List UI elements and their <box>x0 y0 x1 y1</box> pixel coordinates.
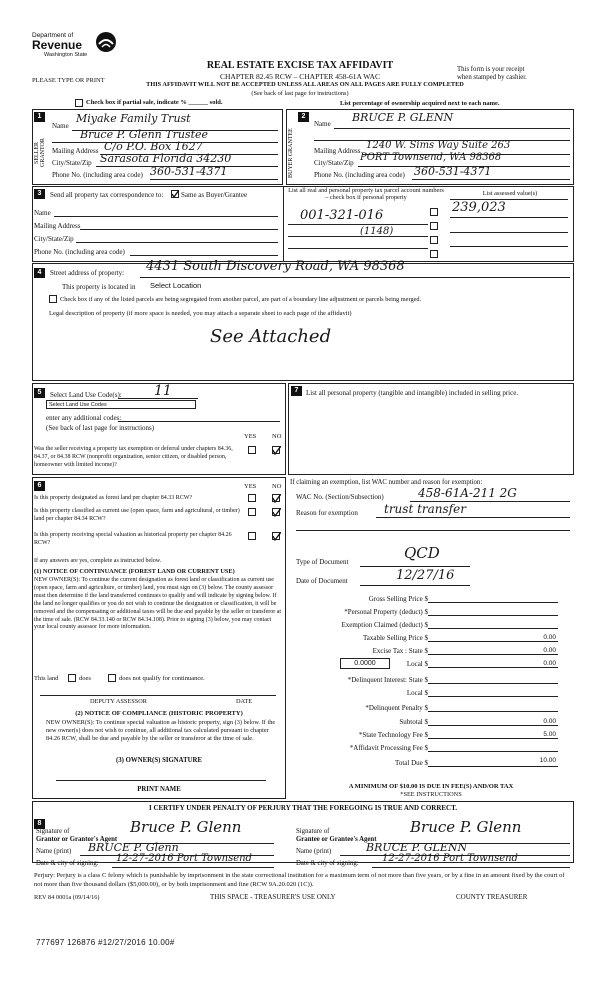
does-not-label: does not qualify for continuance. <box>119 675 205 682</box>
historical-yes-checkbox[interactable] <box>248 532 256 540</box>
s5-no-checkbox[interactable] <box>272 446 280 454</box>
buyer-mailing-label: Mailing Address <box>314 147 361 155</box>
grantor-date-value[interactable]: 12-27-2016 Port Townsend <box>116 853 252 864</box>
amount-row-value[interactable]: 10.00 <box>539 757 556 764</box>
personal-property-checkbox-2[interactable] <box>430 222 438 230</box>
see-instructions-note: *SEE INSTRUCTIONS <box>400 791 462 798</box>
reason-value[interactable]: trust transfer <box>384 502 466 516</box>
seller-mailing-value[interactable]: C/o P.O. Box 1627 <box>104 140 203 153</box>
grantor-date-label: Date & city of signing: <box>36 860 99 867</box>
logo-line1: Department of <box>32 32 74 39</box>
notice-2-title: (2) NOTICE OF COMPLIANCE (HISTORIC PROPERTY) <box>75 710 243 717</box>
grantor-sig-label-2: Grantor or Grantor's Agent <box>36 836 118 843</box>
grantee-signature[interactable]: Bruce P. Glenn <box>410 818 522 836</box>
grantor-name-value[interactable]: BRUCE P. Glenn <box>88 841 179 854</box>
corr-name-label: Name <box>34 209 51 217</box>
notice-1-body: NEW OWNER(S): To continue the current designation as forest land or classification as current use (open space, farm and agriculture, or timber) land, you must sign on (3) below. The county assessor must then determine if the land transferred continues to qualify and will indicate by signing below. If the land no longer qualifies or you do not wish to continue the designation or classification, it will be removed and the compensating or additional taxes will be due and payable by the seller or transferor at the time of sale. (RCW 84.33.140 or RCW 84.34.108). Prior to signing (3) below, you may contact your local county assessor for more information. <box>34 577 282 631</box>
seller-name-label: Name <box>52 122 69 130</box>
segregated-label: Check box if any of the listed parcels are being segregated from another parcel, are part of a boundary line adjustment or parcels being merged. <box>60 296 422 303</box>
forest-question: Is this property designated as forest land per chapter 84.33 RCW? <box>34 495 193 501</box>
buyer-name-value[interactable]: BRUCE P. GLENN <box>352 111 454 124</box>
seller-side-label: SELLER GRANTOR <box>34 138 46 168</box>
segregated-checkbox[interactable] <box>49 295 57 303</box>
land-use-select[interactable] <box>46 400 196 409</box>
logo-line3: Washington State <box>44 52 88 58</box>
doc-date-value[interactable]: 12/27/16 <box>396 568 455 583</box>
land-use-see-back: (See back of last page for instructions) <box>46 424 155 432</box>
does-not-checkbox[interactable] <box>108 674 116 682</box>
grantee-name-value[interactable]: BRUCE P. GLENN <box>366 841 468 854</box>
section-4-number: 4 <box>34 268 45 278</box>
corr-city-label: City/State/Zip <box>34 235 74 243</box>
deputy-assessor-label: DEPUTY ASSESSOR <box>90 698 147 705</box>
seller-mailing-label: Mailing Address <box>52 147 99 155</box>
amount-row-label: *Personal Property (deduct) $ <box>344 608 428 616</box>
s6-no-header: NO <box>272 483 282 490</box>
reason-label: Reason for exemption <box>296 509 358 517</box>
forest-no-checkbox[interactable] <box>272 494 280 502</box>
notice-2-body: NEW OWNER(S): To continue special valuation as historic property, sign (3) below. If the new owner(s) does not wish to continue, all additional tax calculated pursuant to chapter 84.26 RCW, shall be due and payable by the seller or transferor at the time of sale. <box>46 719 276 742</box>
amount-row-label: *Delinquent Penalty $ <box>365 704 428 712</box>
corr-phone-label: Phone No. (including area code) <box>34 248 125 256</box>
amount-row-label: Local $ <box>406 689 428 697</box>
amount-row-value[interactable]: 5.00 <box>543 731 556 738</box>
land-use-select-text: Select Land Use Codes <box>49 402 107 408</box>
doc-type-label: Type of Document <box>296 558 349 566</box>
seller-phone-value[interactable]: 360-531-4371 <box>150 165 228 178</box>
section-2-number: 2 <box>298 112 309 122</box>
street-label: Street address of property: <box>50 269 125 277</box>
buyer-name-label: Name <box>314 120 331 128</box>
wac-label: WAC No. (Section/Subsection) <box>296 493 384 501</box>
notice-1-title: (1) NOTICE OF CONTINUANCE (FOREST LAND OR CURRENT USE) <box>34 568 235 575</box>
amount-row-label: Total Due $ <box>395 759 428 767</box>
perjury-notice: Perjury: Perjury is a class C felony which is punishable by imprisonment in the state correctional institution for a maximum term of not more than five years, or by a fine in an amount fixed by the court of not more than five thousand dollars ($5,000.00), or by both imprisonment and fine (RCW 9A.20.020 (1C)). <box>34 872 565 888</box>
located-label: This property is located in <box>62 283 136 291</box>
check-icon <box>272 446 281 455</box>
seller-city-value[interactable]: Sarasota Florida 34230 <box>100 152 232 165</box>
amount-row-value[interactable]: 0.00 <box>543 647 556 654</box>
parcel-value-2[interactable]: (1148) <box>360 226 394 237</box>
section-6-box <box>32 477 286 799</box>
buyer-side-label: BUYER GRANTEE <box>288 128 294 178</box>
assessed-header: List assessed value(s) <box>482 190 538 197</box>
s5-yes-header: YES <box>244 433 257 440</box>
section-5-number: 5 <box>34 388 45 398</box>
amount-row-label: *State Technology Fee $ <box>358 731 428 739</box>
logo-mark-icon <box>94 30 118 54</box>
historical-question: Is this property receiving special valuation as historical property per chapter 84.26 RCW? <box>34 532 232 546</box>
amount-row-value[interactable]: 0.00 <box>543 718 556 725</box>
legal-description-label: Legal description of property (if more space is needed, you may attach a separate sheet to each page of the affidavit) <box>49 310 352 317</box>
partial-sale-checkbox[interactable] <box>75 99 83 107</box>
additional-codes-label: enter any additional codes: <box>46 414 122 422</box>
assessed-value[interactable]: 239,023 <box>452 200 506 215</box>
amount-row-value[interactable]: 0.00 <box>543 634 556 641</box>
current-use-question: Is this property classified as current use (open space, farm and agricultural, or timber) land per chapter 84.34 RCW? <box>34 508 240 522</box>
does-label: does <box>79 675 91 682</box>
doc-date-label: Date of Document <box>296 577 348 585</box>
amount-row-value[interactable]: 0.00 <box>543 660 556 667</box>
section-6-number: 6 <box>34 481 45 491</box>
historical-no-checkbox[interactable] <box>272 532 280 540</box>
form-warning: THIS AFFIDAVIT WILL NOT BE ACCEPTED UNLESS ALL AREAS ON ALL PAGES ARE FULLY COMPLETED <box>146 81 464 88</box>
county-treasurer-label: COUNTY TREASURER <box>456 893 528 901</box>
amount-row-label: Local $ <box>406 660 428 668</box>
receipt-note-2: when stamped by cashier. <box>457 74 527 81</box>
grantor-signature[interactable]: Bruce P. Glenn <box>130 818 242 836</box>
form-title: REAL ESTATE EXCISE TAX AFFIDAVIT <box>206 60 394 71</box>
seller-city-label: City/State/Zip <box>52 159 92 167</box>
section-8-number: 8 <box>34 819 45 829</box>
treasurer-use-label: THIS SPACE - TREASURER'S USE ONLY <box>210 893 336 901</box>
buyer-city-label: City/State/Zip <box>314 159 354 167</box>
current-use-yes-checkbox[interactable] <box>248 508 256 516</box>
certify-statement: I CERTIFY UNDER PENALTY OF PERJURY THAT THE FOREGOING IS TRUE AND CORRECT. <box>148 804 457 812</box>
street-value[interactable]: 4431 South Discovery Road, WA 98368 <box>146 259 405 274</box>
receipt-stamp: 777697 126876 #12/27/2016 10.00# <box>36 938 175 947</box>
check-icon <box>272 494 281 503</box>
seller-phone-label: Phone No. (including area code) <box>52 171 143 179</box>
check-icon <box>272 508 281 517</box>
section-3-number: 3 <box>34 189 45 199</box>
exemption-label: If claiming an exemption, list WAC number and reason for exemption: <box>290 479 483 486</box>
check-icon <box>272 532 281 541</box>
deputy-date-label: DATE <box>236 698 253 705</box>
section-7-number: 7 <box>291 386 302 396</box>
if-yes-instruction: If any answers are yes, complete as instructed below. <box>34 558 162 564</box>
forest-yes-checkbox[interactable] <box>248 494 256 502</box>
same-as-buyer-label: Same as Buyer/Grantee <box>181 191 248 199</box>
parcel-header: List all real and personal property tax parcel account numbers – check box if personal property <box>288 187 444 201</box>
buyer-phone-value[interactable]: 360-531-4371 <box>414 165 492 178</box>
s6-yes-header: YES <box>244 483 257 490</box>
grantee-name-label: Name (print) <box>296 848 332 855</box>
amount-row-label: *Affidavit Processing Fee $ <box>349 744 428 752</box>
buyer-city-value[interactable]: PORT Townsend, WA 98368 <box>360 152 502 163</box>
buyer-phone-label: Phone No. (including area code) <box>314 171 405 179</box>
grantee-date-label: Date & city of signing: <box>296 860 359 867</box>
exemption-question: Was the seller receiving a property tax exemption or deferral under chapters 84.36, 84.37, or 84.38 RCW (nonprofit organization, senior citizen, or disabled person, homeowner with limited income)? <box>34 446 233 468</box>
amount-row-label: Exemption Claimed (deduct) $ <box>341 621 428 629</box>
land-use-label: Select Land Use Code(s): <box>50 391 122 399</box>
grantee-date-value[interactable]: 12-27-2016 Port Townsend <box>382 853 518 864</box>
partial-sale-label: Check box if partial sale, indicate % ______ sold. <box>86 99 223 106</box>
logo-line2: Revenue <box>32 38 83 52</box>
personal-property-checkbox-3[interactable] <box>430 236 438 244</box>
personal-property-label: List all personal property (tangible and intangible) included in selling price. <box>306 389 519 397</box>
corr-mailing-label: Mailing Address <box>34 222 81 230</box>
print-name-label: PRINT NAME <box>137 786 181 793</box>
seller-name-value-2[interactable]: Bruce P. Glenn Trustee <box>80 128 209 141</box>
legal-description-value[interactable]: See Attached <box>210 326 332 347</box>
does-checkbox[interactable] <box>68 674 76 682</box>
grantor-name-label: Name (print) <box>36 848 72 855</box>
grantee-sig-label-1: Signature of <box>296 828 330 835</box>
amount-row-label: Excise Tax : State $ <box>372 647 428 655</box>
seller-name-value[interactable]: Miyake Family Trust <box>76 112 191 125</box>
form-revision: REV 84 0001a (09/14/16) <box>34 894 100 901</box>
amount-row-label: Taxable Selling Price $ <box>362 634 428 642</box>
parcel-value[interactable]: 001-321-016 <box>300 208 384 223</box>
s5-no-header: NO <box>272 433 282 440</box>
send-correspondence-label: Send all property tax correspondence to: <box>50 191 164 199</box>
grantee-sig-label-2: Grantee or Grantee's Agent <box>296 836 377 843</box>
buyer-mailing-value[interactable]: 1240 W. Sims Way Suite 263 <box>366 140 511 151</box>
wac-value[interactable]: 458-61A-211 2G <box>418 486 517 500</box>
pct-ownership-note: List percentage of ownership acquired next to each name. <box>340 100 500 107</box>
s5-yes-checkbox[interactable] <box>248 446 256 454</box>
doc-type-value[interactable]: QCD <box>404 544 440 562</box>
owner-signature-label: (3) OWNER(S) SIGNATURE <box>116 757 202 764</box>
form-see-back: (See back of last page for instructions) <box>251 90 349 97</box>
personal-property-checkbox-1[interactable] <box>430 208 438 216</box>
check-icon <box>171 190 179 198</box>
amount-row-label: Gross Selling Price $ <box>368 595 428 603</box>
personal-property-checkbox-4[interactable] <box>430 250 438 258</box>
same-as-buyer-checkbox[interactable] <box>171 190 179 198</box>
grantor-sig-label-1: Signature of <box>36 828 70 835</box>
current-use-no-checkbox[interactable] <box>272 508 280 516</box>
type-or-print: PLEASE TYPE OR PRINT <box>32 77 105 84</box>
located-select[interactable]: Select Location <box>150 281 202 290</box>
minimum-due-note: A MINIMUM OF $10.00 IS DUE IN FEE(S) AND/OR TAX <box>348 783 514 790</box>
amount-row-label: *Delinquent Interest: State $ <box>347 676 428 684</box>
section-4-box <box>32 263 574 381</box>
section-1-number: 1 <box>34 112 45 122</box>
amount-row-label: Subtotal $ <box>399 718 428 726</box>
this-land-label: This land <box>34 675 59 682</box>
form-chapter: CHAPTER 82.45 RCW – CHAPTER 458-61A WAC <box>220 72 380 81</box>
local-rate-value: 0.0000 <box>354 660 376 667</box>
receipt-note-1: This form is your receipt <box>457 66 525 73</box>
revenue-logo <box>32 32 122 62</box>
land-use-value[interactable]: 11 <box>154 383 172 399</box>
